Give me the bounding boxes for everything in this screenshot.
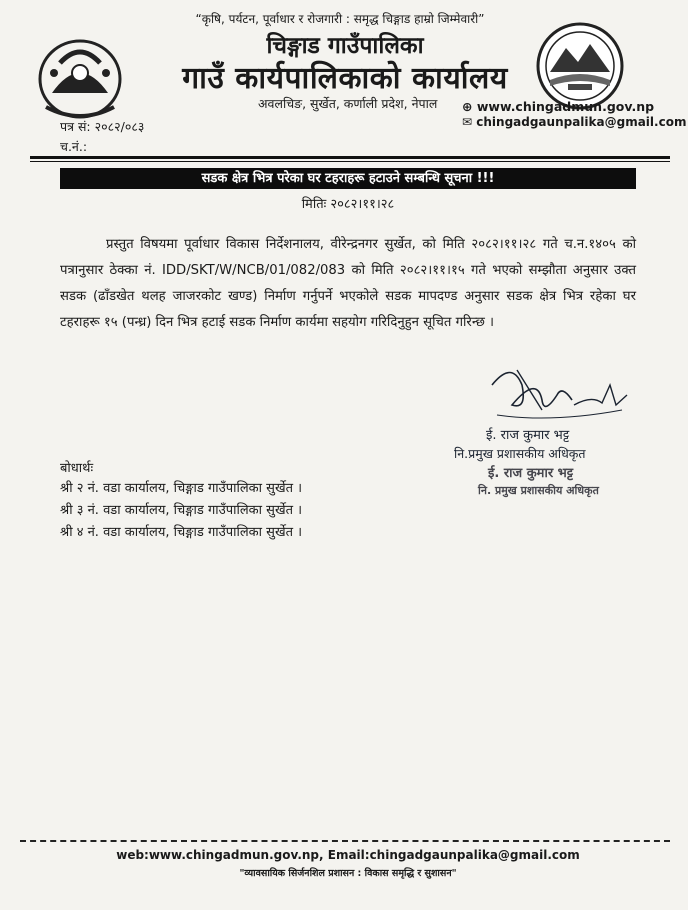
reference-number: पत्र सं: २०८२/०८३: [60, 119, 145, 134]
municipality-name: चिङ्गाड गाउँपालिका: [266, 33, 424, 59]
footer-contact: web:www.chingadmun.gov.np, Email:chingadgaunpalika@gmail.com: [116, 848, 580, 862]
office-name: गाउँ कार्यपालिकाको कार्यालय: [182, 61, 508, 96]
mail-icon: ✉: [462, 115, 473, 129]
signatory-name: ई. राज कुमार भट्ट: [486, 428, 570, 443]
cc-item: श्री २ नं. वडा कार्यालय, चिङ्गाड गाउँपालिका सुर्खेत ।: [60, 481, 303, 496]
website-line: [462, 99, 654, 114]
signatory-title: नि.प्रमुख प्रशासकीय अधिकृत: [454, 446, 586, 461]
stamp-title: नि. प्रमुख प्रशासकीय अधिकृत: [478, 484, 599, 497]
stamp-name: ई. राज कुमार भट्ट: [488, 466, 574, 481]
handwritten-signature: [482, 355, 632, 425]
notice-subject: सडक क्षेत्र भित्र परेका घर टहराहरू हटाउने सम्बन्धि सूचना !!!: [60, 168, 636, 189]
office-address: अवलचिङ, सुर्खेत, कर्णाली प्रदेश, नेपाल: [258, 96, 438, 111]
dispatch-number: च.नं.:: [60, 139, 88, 154]
email-line: [462, 115, 686, 129]
notice-body: प्रस्तुत विषयमा पूर्वाधार विकास निर्देशनालय, वीरेन्द्रनगर सुर्खेत, को मिति २०८२।११।२८ गते च.न.१४०५ को पत्रानुसार ठेक्का नं. IDD/SKT/W/NCB/01/082/083 को मिति २०८२।११।१५ गते भएको सम्झौता अनुसार उक्त सडक (ढाँडखेत थलह जाजरकोट खण्ड) निर्माण गर्नुपर्ने भएकोले सडक मापदण्ड अनुसार सडक क्षेत्र भित्र रहेका घर टहराहरू १५ (पन्ध्र) दिन भित्र हटाई सडक निर्माण कार्यमा सहयोग गरिदिनुहुन सूचित गरिन्छ ।: [60, 237, 636, 330]
footer-divider: [20, 840, 670, 842]
website-text: www.chingadmun.gov.np: [476, 99, 655, 114]
cc-item: श्री ४ नं. वडा कार्यालय, चिङ्गाड गाउँपालिका सुर्खेत ।: [60, 525, 303, 540]
footer-slogan: "व्यावसायिक सिर्जनशिल प्रशासन : विकास समृद्धि र सुशासन": [239, 868, 457, 879]
cc-label: बोधार्थः: [60, 461, 94, 476]
motto: “कृषि, पर्यटन, पूर्वाधार र रोजगारी : समृद्ध चिङ्गाड हाम्रो जिम्मेवारी”: [195, 12, 485, 26]
header-divider: [30, 156, 670, 159]
header-divider-thin: [30, 161, 670, 162]
nepal-emblem-logo: [34, 33, 126, 123]
email-text: chingadgaunpalika@gmail.com: [476, 115, 687, 129]
notice-date: मितिः २०८२।११।२८: [301, 197, 395, 212]
cc-item: श्री ३ नं. वडा कार्यालय, चिङ्गाड गाउँपालिका सुर्खेत ।: [60, 503, 303, 518]
cc-list: [60, 478, 302, 544]
globe-icon: ⊕: [462, 99, 473, 114]
